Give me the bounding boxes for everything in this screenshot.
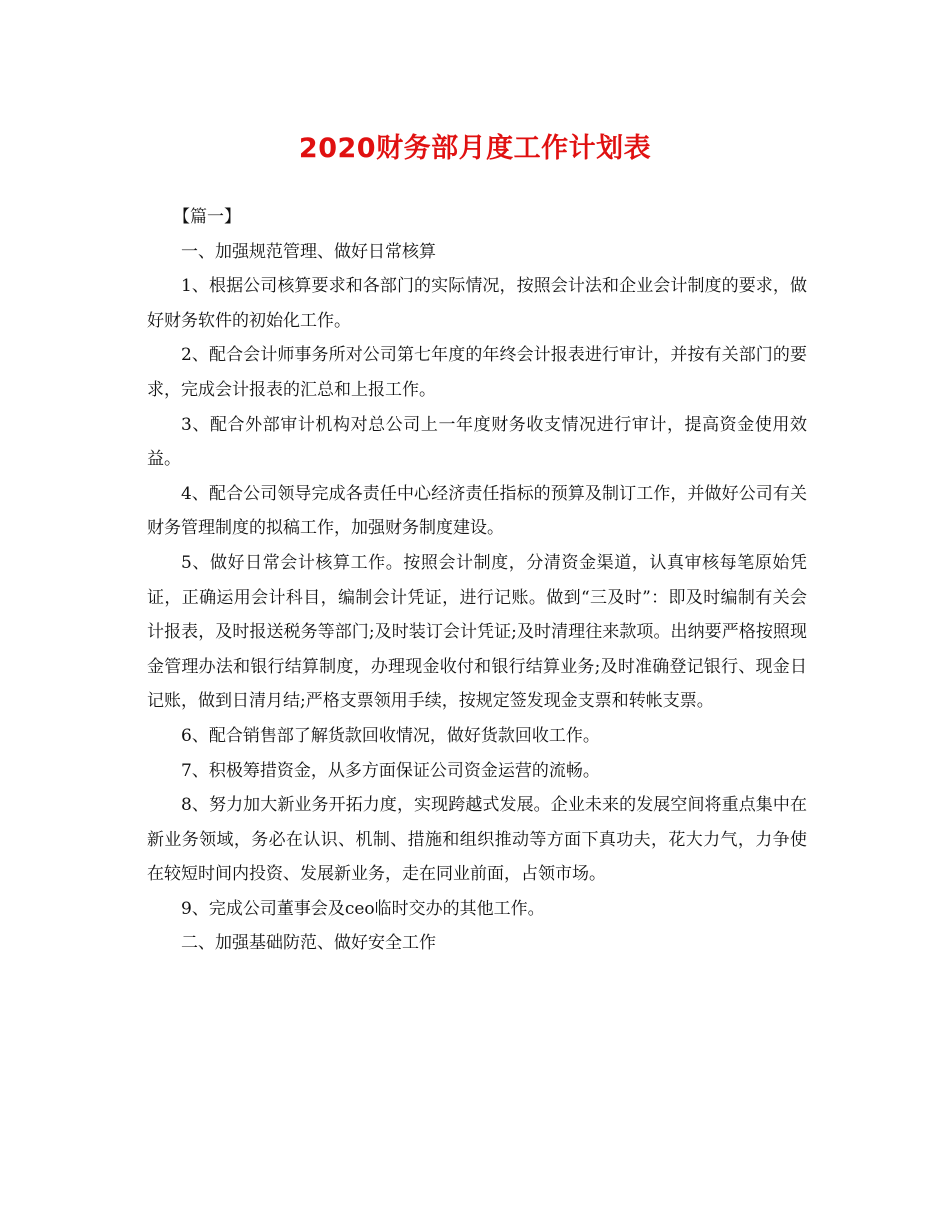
paragraph-item-6: 6、配合销售部了解货款回收情况，做好货款回收工作。	[181, 725, 600, 746]
paragraph-item-1: 1、根据公司核算要求和各部门的实际情况，按照会计法和企业会计制度的要求，做好财务软件的初始化工作。	[147, 276, 807, 331]
paragraph-item-3: 3、配合外部审计机构对总公司上一年度财务收支情况进行审计，提高资金使用效益。	[147, 414, 807, 470]
paragraph-item-5: 5、做好日常会计核算工作。按照会计制度，分清资金渠道，认真审核每笔原始凭证，正确运用会计科目，编制会计凭证，进行记账。做到“三及时”：即及时编制有关会计报表，及时报送税务等部门;及时装订会计凭证;及时清理往来款项。出纳要严格按照现金管理办法和银行结算制度，办理现金收付和银行结算业务;及时准确登记银行、现金日记账，做到日清月结;严格支票领用手续，按规定签发现金支票和转帐支票。	[147, 552, 807, 712]
section-heading-2: 二、加强基础防范、做好安全工作	[181, 933, 436, 954]
paragraph-item-7: 7、积极筹措资金，从多方面保证公司资金运营的流畅。	[181, 760, 600, 781]
section-heading-1: 一、加强规范管理、做好日常核算	[181, 241, 436, 262]
paragraph-item-4: 4、配合公司领导完成各责任中心经济责任指标的预算及制订工作，并做好公司有关财务管理制度的拟稿工作，加强财务制度建设。	[147, 483, 807, 539]
document-title: 2020财务部月度工作计划表	[298, 133, 652, 164]
paragraph-item-2: 2、配合会计师事务所对公司第七年度的年终会计报表进行审计，并按有关部门的要求，完成会计报表的汇总和上报工作。	[147, 345, 807, 400]
section-label: 【篇一】	[173, 207, 241, 227]
paragraph-item-9: 9、完成公司董事会及ceo临时交办的其他工作。	[181, 898, 545, 919]
document-body	[147, 200, 807, 961]
paragraph-item-8: 8、努力加大新业务开拓力度，实现跨越式发展。企业未来的发展空间将重点集中在新业务领域，务必在认识、机制、措施和组织推动等方面下真功夫，花大力气，力争使在较短时间内投资、发展新业务，走在同业前面，占领市场。	[147, 795, 807, 885]
